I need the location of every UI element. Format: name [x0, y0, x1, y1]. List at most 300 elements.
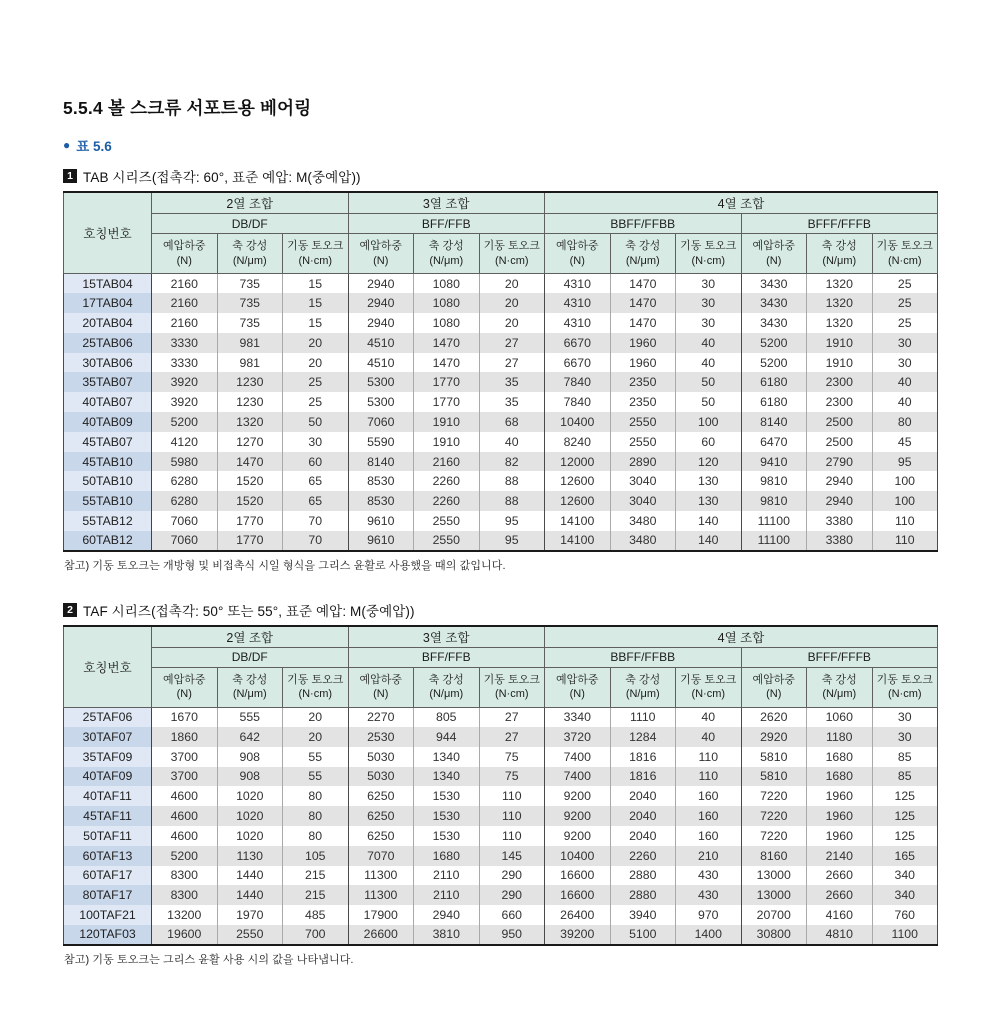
value-cell: 110: [872, 511, 938, 531]
value-cell: 1400: [676, 925, 742, 945]
value-cell: 80: [872, 412, 938, 432]
row-name-cell: 50TAF11: [64, 826, 152, 846]
value-cell: 27: [479, 707, 545, 727]
name-column-header: 호칭번호: [64, 192, 152, 274]
value-cell: 20: [479, 274, 545, 294]
value-cell: 6180: [741, 372, 807, 392]
group-header: 4열 조합: [545, 192, 938, 214]
table-row: [64, 333, 938, 353]
value-cell: 30: [872, 727, 938, 747]
metric-column-header: 예압하중 (N): [545, 667, 611, 707]
value-cell: 30: [676, 274, 742, 294]
row-name-cell: 15TAB04: [64, 274, 152, 294]
value-cell: 3330: [152, 333, 218, 353]
value-cell: 760: [872, 905, 938, 925]
value-cell: 1470: [414, 333, 480, 353]
subgroup-header: BBFF/FFBB: [545, 647, 742, 667]
section-title-tab-series: TAB 시리즈(접촉각: 60°, 표준 예압: M(중예압)): [83, 170, 361, 185]
value-cell: 13000: [741, 866, 807, 886]
group-header: 2열 조합: [152, 626, 349, 648]
value-cell: 2500: [807, 412, 873, 432]
value-cell: 70: [283, 511, 349, 531]
table-row: [64, 747, 938, 767]
table-row: [64, 392, 938, 412]
row-name-cell: 25TAF06: [64, 707, 152, 727]
tab-series-footnote: 참고) 기동 토오크는 개방형 및 비접촉식 시일 형식을 그리스 윤활로 사용했을 때의 값입니다.: [64, 559, 506, 572]
value-cell: 1080: [414, 293, 480, 313]
value-cell: 3940: [610, 905, 676, 925]
value-cell: 27: [479, 727, 545, 747]
value-cell: 9200: [545, 786, 611, 806]
value-cell: 4120: [152, 432, 218, 452]
value-cell: 40: [676, 727, 742, 747]
taf-series-footnote: 참고) 기동 토오크는 그리스 윤활 사용 시의 값을 나타냅니다.: [64, 953, 354, 966]
value-cell: 1770: [217, 511, 283, 531]
value-cell: 2940: [348, 274, 414, 294]
value-cell: 125: [872, 806, 938, 826]
value-cell: 5100: [610, 925, 676, 945]
metric-column-header: 축 강성 (N/μm): [610, 234, 676, 274]
value-cell: 981: [217, 333, 283, 353]
value-cell: 14100: [545, 511, 611, 531]
value-cell: 40: [676, 353, 742, 373]
value-cell: 340: [872, 866, 938, 886]
value-cell: 1470: [610, 293, 676, 313]
metric-column-header: 예압하중 (N): [741, 234, 807, 274]
value-cell: 2350: [610, 372, 676, 392]
value-cell: 130: [676, 491, 742, 511]
value-cell: 105: [283, 846, 349, 866]
value-cell: 82: [479, 452, 545, 472]
table-row: [64, 313, 938, 333]
value-cell: 80: [283, 786, 349, 806]
metric-column-header: 기동 토오크 (N·cm): [676, 667, 742, 707]
value-cell: 1770: [217, 531, 283, 551]
value-cell: 7060: [348, 412, 414, 432]
value-cell: 2500: [807, 432, 873, 452]
value-cell: 2110: [414, 866, 480, 886]
value-cell: 4600: [152, 806, 218, 826]
value-cell: 8140: [348, 452, 414, 472]
value-cell: 1100: [872, 925, 938, 945]
section-head-taf-series: [63, 600, 938, 620]
value-cell: 215: [283, 866, 349, 886]
value-cell: 5590: [348, 432, 414, 452]
value-cell: 5810: [741, 767, 807, 787]
value-cell: 1680: [807, 747, 873, 767]
value-cell: 1110: [610, 707, 676, 727]
value-cell: 1680: [414, 846, 480, 866]
value-cell: 340: [872, 885, 938, 905]
value-cell: 110: [872, 531, 938, 551]
value-cell: 1960: [807, 806, 873, 826]
value-cell: 1770: [414, 392, 480, 412]
value-cell: 1960: [610, 333, 676, 353]
value-cell: 2890: [610, 452, 676, 472]
value-cell: 95: [479, 531, 545, 551]
value-cell: 1960: [807, 786, 873, 806]
value-cell: 1910: [414, 412, 480, 432]
tab-series-table: [63, 191, 938, 552]
table-row: [64, 866, 938, 886]
table-row: [64, 372, 938, 392]
metric-column-header: 기동 토오크 (N·cm): [283, 667, 349, 707]
page-title: 5.5.4 볼 스크류 서포트용 베어링: [63, 98, 312, 118]
value-cell: 5300: [348, 372, 414, 392]
value-cell: 2160: [152, 313, 218, 333]
value-cell: 1320: [807, 293, 873, 313]
value-cell: 735: [217, 274, 283, 294]
value-cell: 1270: [217, 432, 283, 452]
row-name-cell: 40TAF09: [64, 767, 152, 787]
value-cell: 30: [676, 313, 742, 333]
row-name-cell: 25TAB06: [64, 333, 152, 353]
metric-column-header: 축 강성 (N/μm): [414, 667, 480, 707]
value-cell: 3380: [807, 531, 873, 551]
value-cell: 9200: [545, 826, 611, 846]
value-cell: 10400: [545, 846, 611, 866]
row-name-cell: 20TAB04: [64, 313, 152, 333]
value-cell: 3040: [610, 491, 676, 511]
metric-column-header: 기동 토오크 (N·cm): [479, 667, 545, 707]
value-cell: 40: [479, 432, 545, 452]
value-cell: 1180: [807, 727, 873, 747]
value-cell: 2040: [610, 786, 676, 806]
row-name-cell: 45TAB07: [64, 432, 152, 452]
value-cell: 1970: [217, 905, 283, 925]
value-cell: 95: [479, 511, 545, 531]
value-cell: 4310: [545, 313, 611, 333]
table-row: [64, 806, 938, 826]
value-cell: 1320: [217, 412, 283, 432]
value-cell: 2300: [807, 392, 873, 412]
value-cell: 1340: [414, 747, 480, 767]
value-cell: 60: [676, 432, 742, 452]
row-name-cell: 60TAF17: [64, 866, 152, 886]
metric-column-header: 축 강성 (N/μm): [807, 234, 873, 274]
value-cell: 485: [283, 905, 349, 925]
group-header: 2열 조합: [152, 192, 349, 214]
table-row: [64, 707, 938, 727]
value-cell: 110: [479, 826, 545, 846]
value-cell: 1680: [807, 767, 873, 787]
value-cell: 13000: [741, 885, 807, 905]
value-cell: 50: [283, 412, 349, 432]
value-cell: 1080: [414, 313, 480, 333]
subgroup-header: BFF/FFB: [348, 214, 545, 234]
value-cell: 1960: [807, 826, 873, 846]
bullet-icon: ●: [63, 138, 71, 152]
value-cell: 11100: [741, 511, 807, 531]
value-cell: 735: [217, 313, 283, 333]
value-cell: 160: [676, 826, 742, 846]
value-cell: 4510: [348, 353, 414, 373]
name-column-header: 호칭번호: [64, 626, 152, 708]
value-cell: 12600: [545, 491, 611, 511]
value-cell: 7840: [545, 392, 611, 412]
value-cell: 6250: [348, 806, 414, 826]
value-cell: 1860: [152, 727, 218, 747]
value-cell: 3700: [152, 747, 218, 767]
value-cell: 1230: [217, 392, 283, 412]
value-cell: 60: [283, 452, 349, 472]
value-cell: 3430: [741, 274, 807, 294]
value-cell: 3920: [152, 392, 218, 412]
value-cell: 120: [676, 452, 742, 472]
value-cell: 7220: [741, 786, 807, 806]
value-cell: 5980: [152, 452, 218, 472]
value-cell: 2260: [414, 491, 480, 511]
value-cell: 25: [283, 372, 349, 392]
metric-column-header: 예압하중 (N): [152, 234, 218, 274]
value-cell: 85: [872, 767, 938, 787]
value-cell: 100: [676, 412, 742, 432]
value-cell: 8240: [545, 432, 611, 452]
value-cell: 6470: [741, 432, 807, 452]
value-cell: 40: [676, 333, 742, 353]
metric-column-header: 기동 토오크 (N·cm): [283, 234, 349, 274]
value-cell: 1520: [217, 491, 283, 511]
value-cell: 8530: [348, 471, 414, 491]
value-cell: 2660: [807, 866, 873, 886]
table-row: [64, 767, 938, 787]
value-cell: 20: [479, 313, 545, 333]
value-cell: 12600: [545, 471, 611, 491]
value-cell: 5200: [152, 846, 218, 866]
value-cell: 75: [479, 747, 545, 767]
value-cell: 4810: [807, 925, 873, 945]
value-cell: 110: [479, 806, 545, 826]
value-cell: 6670: [545, 333, 611, 353]
value-cell: 430: [676, 866, 742, 886]
value-cell: 2940: [348, 313, 414, 333]
value-cell: 165: [872, 846, 938, 866]
value-cell: 20700: [741, 905, 807, 925]
value-cell: 100: [872, 491, 938, 511]
metric-column-header: 예압하중 (N): [348, 234, 414, 274]
value-cell: 1530: [414, 806, 480, 826]
value-cell: 4600: [152, 826, 218, 846]
value-cell: 700: [283, 925, 349, 945]
value-cell: 2040: [610, 826, 676, 846]
table-row: [64, 531, 938, 551]
table-row: [64, 353, 938, 373]
group-header: 3열 조합: [348, 626, 545, 648]
value-cell: 16600: [545, 866, 611, 886]
value-cell: 9810: [741, 491, 807, 511]
value-cell: 25: [872, 313, 938, 333]
value-cell: 19600: [152, 925, 218, 945]
row-name-cell: 60TAB12: [64, 531, 152, 551]
value-cell: 2530: [348, 727, 414, 747]
value-cell: 10400: [545, 412, 611, 432]
value-cell: 1816: [610, 767, 676, 787]
table-row: [64, 412, 938, 432]
value-cell: 140: [676, 531, 742, 551]
metric-column-header: 예압하중 (N): [348, 667, 414, 707]
table-row: [64, 727, 938, 747]
value-cell: 2040: [610, 806, 676, 826]
value-cell: 8530: [348, 491, 414, 511]
table-row: [64, 786, 938, 806]
value-cell: 4310: [545, 293, 611, 313]
value-cell: 9810: [741, 471, 807, 491]
value-cell: 7220: [741, 806, 807, 826]
value-cell: 981: [217, 353, 283, 373]
value-cell: 7060: [152, 531, 218, 551]
row-name-cell: 40TAB09: [64, 412, 152, 432]
section-head-tab-series: [63, 166, 938, 186]
value-cell: 1284: [610, 727, 676, 747]
section-marker-icon: 1: [63, 169, 77, 183]
value-cell: 290: [479, 885, 545, 905]
value-cell: 8300: [152, 866, 218, 886]
value-cell: 2790: [807, 452, 873, 472]
value-cell: 80: [283, 826, 349, 846]
value-cell: 80: [283, 806, 349, 826]
value-cell: 1470: [414, 353, 480, 373]
value-cell: 5200: [741, 353, 807, 373]
value-cell: 160: [676, 786, 742, 806]
table-row: [64, 846, 938, 866]
value-cell: 5300: [348, 392, 414, 412]
table-row: [64, 432, 938, 452]
value-cell: 70: [283, 531, 349, 551]
value-cell: 642: [217, 727, 283, 747]
value-cell: 11300: [348, 866, 414, 886]
value-cell: 20: [283, 727, 349, 747]
value-cell: 2260: [610, 846, 676, 866]
value-cell: 8300: [152, 885, 218, 905]
value-cell: 1020: [217, 806, 283, 826]
value-cell: 9610: [348, 531, 414, 551]
value-cell: 3810: [414, 925, 480, 945]
value-cell: 12000: [545, 452, 611, 472]
value-cell: 11300: [348, 885, 414, 905]
value-cell: 5200: [741, 333, 807, 353]
section-title-taf-series: TAF 시리즈(접촉각: 50° 또는 55°, 표준 예압: M(중예압)): [83, 603, 415, 619]
value-cell: 2260: [414, 471, 480, 491]
metric-column-header: 기동 토오크 (N·cm): [479, 234, 545, 274]
value-cell: 2550: [610, 412, 676, 432]
value-cell: 50: [676, 392, 742, 412]
value-cell: 2620: [741, 707, 807, 727]
value-cell: 944: [414, 727, 480, 747]
table-row: [64, 293, 938, 313]
value-cell: 4160: [807, 905, 873, 925]
value-cell: 1320: [807, 313, 873, 333]
metric-column-header: 예압하중 (N): [741, 667, 807, 707]
value-cell: 2880: [610, 885, 676, 905]
table-reference: [63, 135, 938, 155]
value-cell: 970: [676, 905, 742, 925]
value-cell: 45: [872, 432, 938, 452]
row-name-cell: 40TAB07: [64, 392, 152, 412]
value-cell: 110: [676, 747, 742, 767]
value-cell: 1320: [807, 274, 873, 294]
value-cell: 30: [676, 293, 742, 313]
value-cell: 1670: [152, 707, 218, 727]
group-header: 4열 조합: [545, 626, 938, 648]
value-cell: 6670: [545, 353, 611, 373]
value-cell: 88: [479, 471, 545, 491]
value-cell: 9200: [545, 806, 611, 826]
value-cell: 39200: [545, 925, 611, 945]
value-cell: 95: [872, 452, 938, 472]
value-cell: 2660: [807, 885, 873, 905]
value-cell: 11100: [741, 531, 807, 551]
row-name-cell: 40TAF11: [64, 786, 152, 806]
value-cell: 26600: [348, 925, 414, 945]
value-cell: 2550: [217, 925, 283, 945]
metric-column-header: 예압하중 (N): [545, 234, 611, 274]
value-cell: 125: [872, 786, 938, 806]
value-cell: 30: [283, 432, 349, 452]
row-name-cell: 55TAB10: [64, 491, 152, 511]
value-cell: 1060: [807, 707, 873, 727]
table-row: [64, 925, 938, 945]
value-cell: 3700: [152, 767, 218, 787]
value-cell: 110: [479, 786, 545, 806]
value-cell: 2550: [610, 432, 676, 452]
metric-column-header: 축 강성 (N/μm): [217, 234, 283, 274]
value-cell: 25: [872, 293, 938, 313]
value-cell: 15: [283, 313, 349, 333]
value-cell: 2550: [414, 511, 480, 531]
value-cell: 908: [217, 747, 283, 767]
value-cell: 160: [676, 806, 742, 826]
value-cell: 5810: [741, 747, 807, 767]
value-cell: 1340: [414, 767, 480, 787]
value-cell: 140: [676, 511, 742, 531]
value-cell: 1470: [217, 452, 283, 472]
value-cell: 145: [479, 846, 545, 866]
value-cell: 4510: [348, 333, 414, 353]
subgroup-header: BFFF/FFFB: [741, 214, 938, 234]
metric-column-header: 기동 토오크 (N·cm): [676, 234, 742, 274]
value-cell: 20: [283, 707, 349, 727]
value-cell: 6250: [348, 826, 414, 846]
value-cell: 3330: [152, 353, 218, 373]
value-cell: 908: [217, 767, 283, 787]
value-cell: 1470: [610, 274, 676, 294]
subgroup-header: BBFF/FFBB: [545, 214, 742, 234]
value-cell: 215: [283, 885, 349, 905]
metric-column-header: 예압하중 (N): [152, 667, 218, 707]
value-cell: 1520: [217, 471, 283, 491]
value-cell: 3380: [807, 511, 873, 531]
value-cell: 30800: [741, 925, 807, 945]
value-cell: 3480: [610, 511, 676, 531]
value-cell: 210: [676, 846, 742, 866]
value-cell: 68: [479, 412, 545, 432]
value-cell: 4310: [545, 274, 611, 294]
value-cell: 25: [872, 274, 938, 294]
value-cell: 13200: [152, 905, 218, 925]
value-cell: 430: [676, 885, 742, 905]
value-cell: 20: [479, 293, 545, 313]
value-cell: 15: [283, 274, 349, 294]
value-cell: 8140: [741, 412, 807, 432]
value-cell: 75: [479, 767, 545, 787]
table-row: [64, 905, 938, 925]
row-name-cell: 80TAF17: [64, 885, 152, 905]
value-cell: 660: [479, 905, 545, 925]
value-cell: 3920: [152, 372, 218, 392]
value-cell: 950: [479, 925, 545, 945]
value-cell: 1470: [610, 313, 676, 333]
value-cell: 1530: [414, 786, 480, 806]
